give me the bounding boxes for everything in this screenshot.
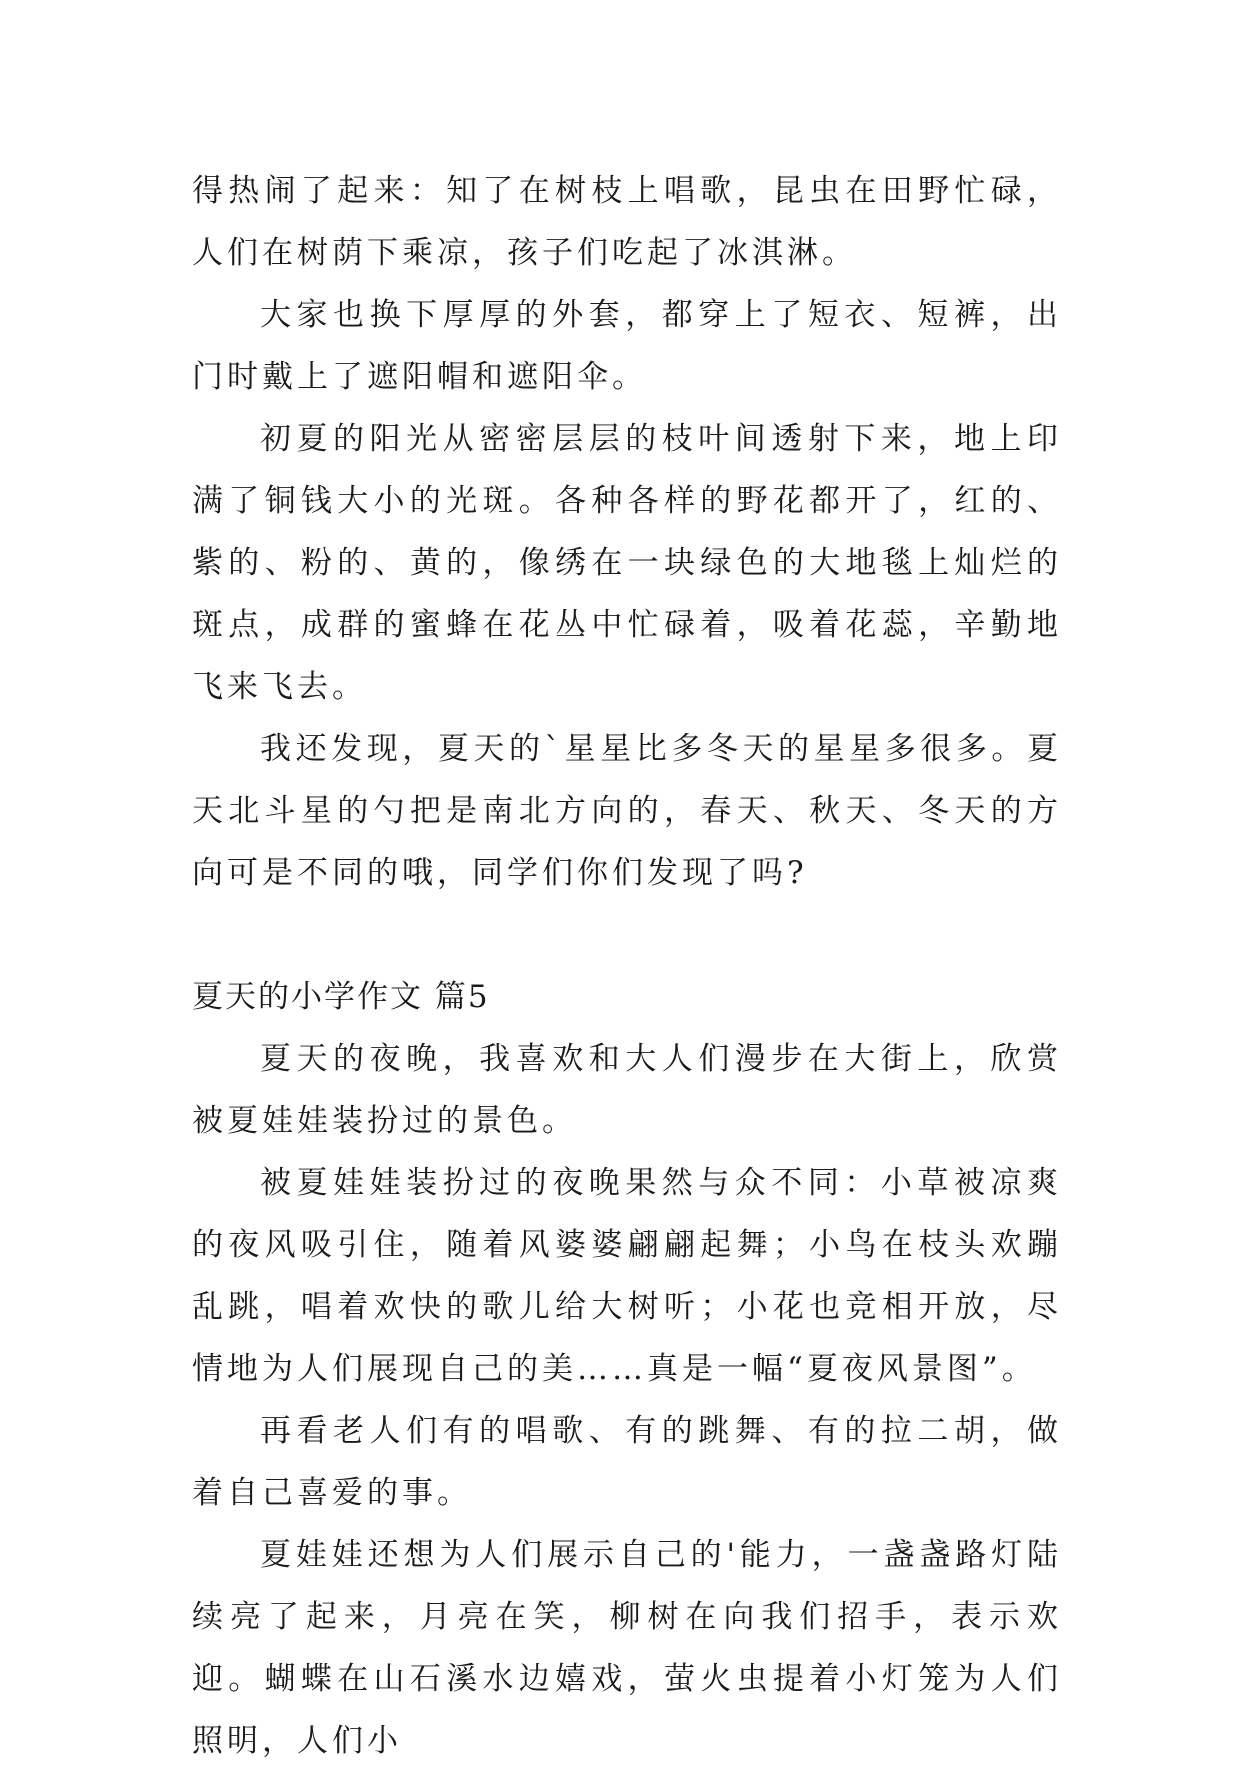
paragraph-5: 夏天的夜晚，我喜欢和大人们漫步在大街上，欣赏被夏娃娃装扮过的景色。 (192, 1041, 1062, 1139)
section-heading: 夏天的小学作文 篇5 (192, 979, 490, 1015)
paragraph-6: 被夏娃娃装扮过的夜晚果然与众不同：小草被凉爽的夜风吸引住，随着风婆婆翩翩起舞；小鸟在枝头欢蹦乱跳，唱着欢快的歌儿给大树听；小花也竞相开放，尽情地为人们展现自己的美……真是一幅“夏夜风景图”。 (192, 1165, 1062, 1387)
document-page (192, 160, 1062, 1772)
paragraph-4: 我还发现，夏天的`星星比多冬天的星星多很多。夏天北斗星的勺把是南北方向的，春天、秋天、冬天的方向可是不同的哦，同学们你们发现了吗? (192, 731, 1062, 891)
paragraph-2: 大家也换下厚厚的外套，都穿上了短衣、短裤，出门时戴上了遮阳帽和遮阳伞。 (192, 297, 1062, 395)
paragraph-3: 初夏的阳光从密密层层的枝叶间透射下来，地上印满了铜钱大小的光斑。各种各样的野花都开了，红的、紫的、粉的、黄的，像绣在一块绿色的大地毯上灿烂的斑点，成群的蜜蜂在花丛中忙碌着，吸着花蕊，辛勤地飞来飞去。 (192, 421, 1062, 705)
section-gap (192, 904, 1062, 966)
paragraph-8: 夏娃娃还想为人们展示自己的'能力，一盏盏路灯陆续亮了起来，月亮在笑，柳树在向我们招手，表示欢迎。蝴蝶在山石溪水边嬉戏，萤火虫提着小灯笼为人们照明，人们小 (192, 1537, 1062, 1759)
paragraph-1: 得热闹了起来：知了在树枝上唱歌，昆虫在田野忙碌，人们在树荫下乘凉，孩子们吃起了冰淇淋。 (192, 173, 1062, 271)
paragraph-7: 再看老人们有的唱歌、有的跳舞、有的拉二胡，做着自己喜爱的事。 (192, 1413, 1062, 1511)
